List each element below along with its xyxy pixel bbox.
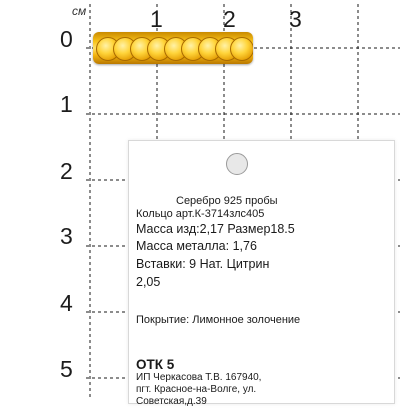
ruler-v-tick-3: 3 (60, 223, 73, 249)
price-tag (128, 140, 395, 407)
tag-coating: Покрытие: Лимонное золочение (136, 314, 301, 326)
tag-metal-weight: Масса металла: 1,76 (136, 239, 257, 253)
tag-maker-line2: пгт. Красное-на-Волге, ул. (136, 384, 257, 395)
unit-label: см (72, 4, 87, 18)
tag-hole (226, 153, 248, 175)
tag-article: Кольцо арт.К-3714злс405 (136, 208, 265, 220)
tag-maker-line3: Советская,д.39 (136, 396, 207, 407)
tag-weight-size: Масса изд:2,17 Размер18.5 (136, 222, 295, 236)
tag-otk: ОТК 5 (136, 357, 175, 372)
ruler-v-tick-0: 0 (60, 26, 73, 52)
ruler-h-tick-3: 3 (289, 6, 302, 32)
ruler-v-tick-4: 4 (60, 290, 73, 316)
ruler-v-tick-2: 2 (60, 158, 73, 184)
ruler-h-tick-2: 2 (223, 6, 236, 32)
tag-maker-line1: ИП Черкасова Т.В. 167940, (136, 372, 262, 383)
tag-inserts: Вставки: 9 Нат. Цитрин (136, 257, 270, 271)
citrine-stone (230, 37, 253, 61)
ruler-v-tick-5: 5 (60, 356, 73, 382)
ruler-h-tick-1: 1 (150, 6, 163, 32)
citrine-ring (93, 32, 253, 64)
tag-inserts-weight: 2,05 (136, 275, 161, 289)
tag-material: Серебро 925 пробы (176, 195, 278, 207)
ruler-v-tick-1: 1 (60, 91, 73, 117)
